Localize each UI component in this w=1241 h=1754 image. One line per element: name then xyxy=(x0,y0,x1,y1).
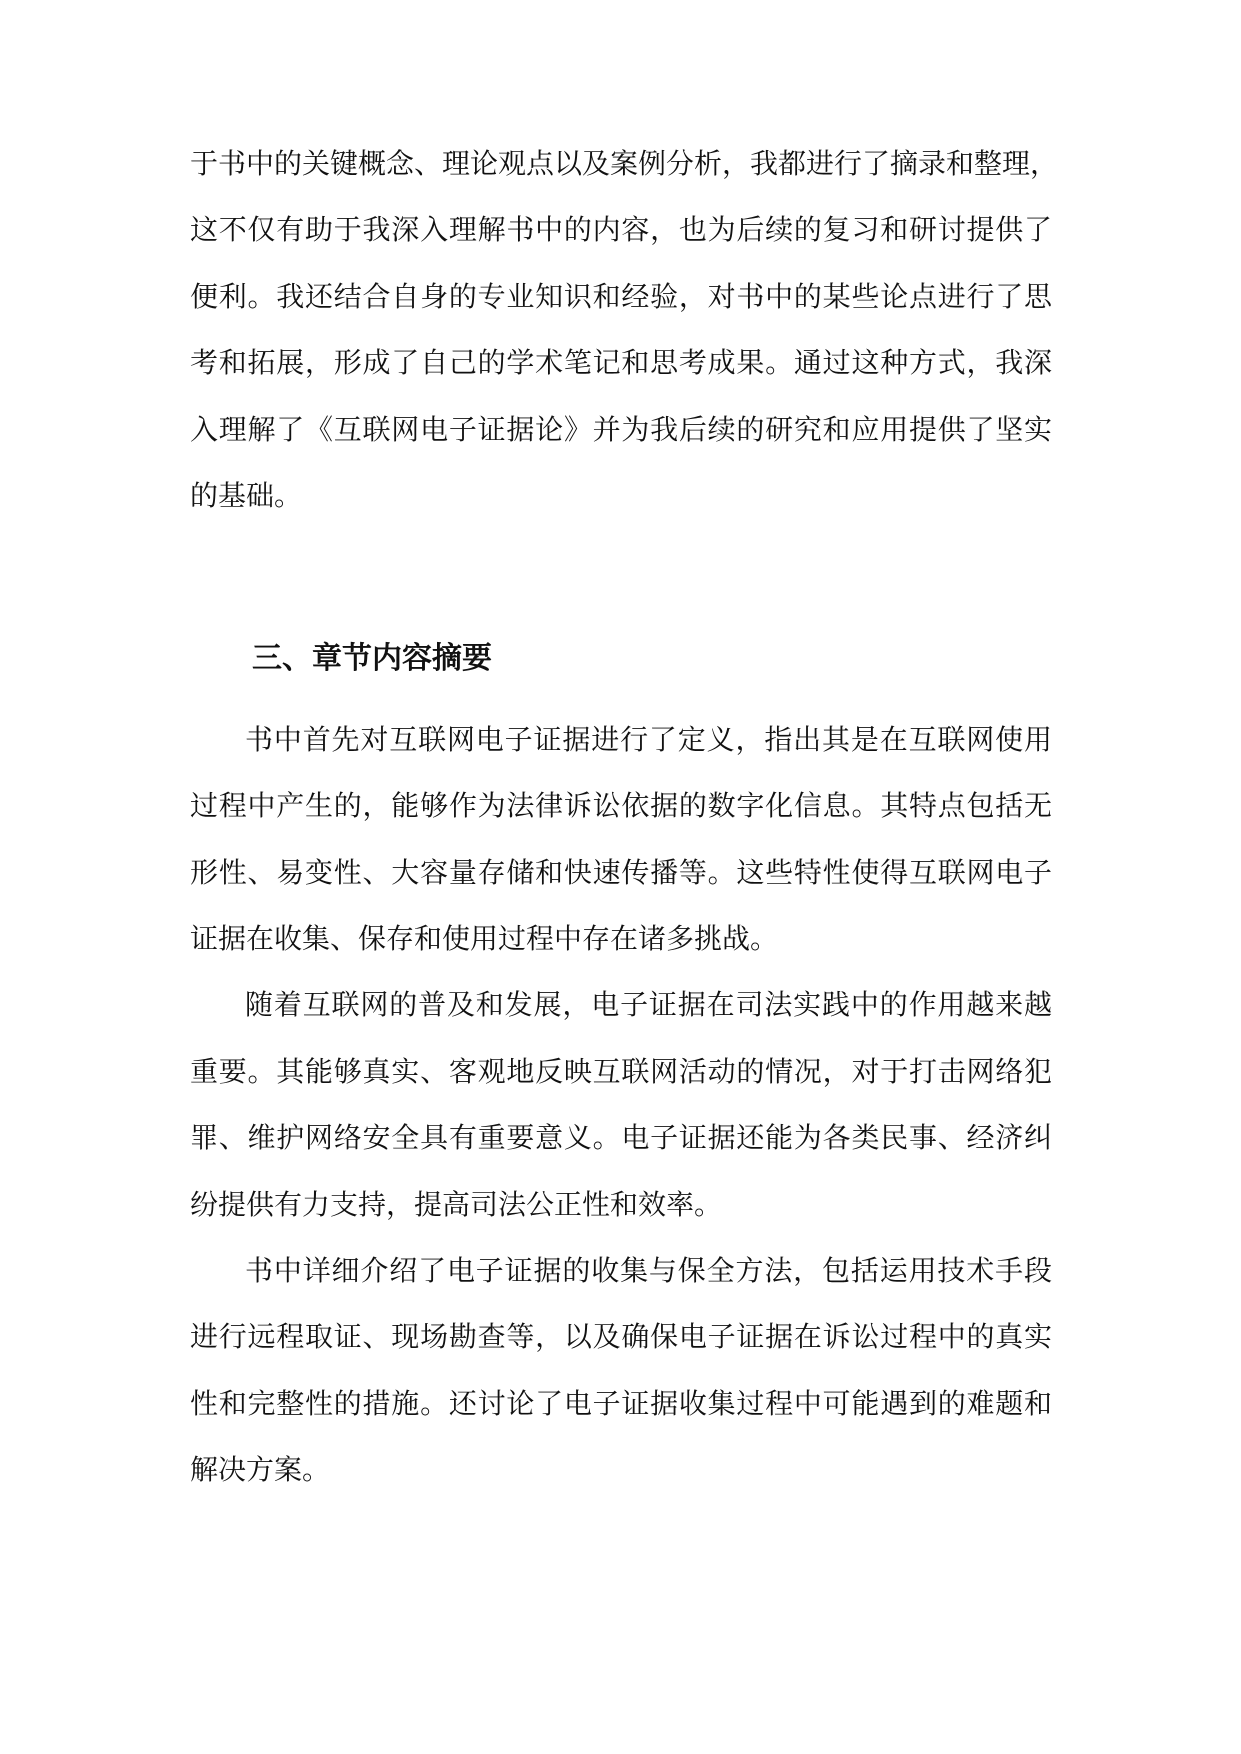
p3-line-4: 解决方案。 xyxy=(190,1453,331,1486)
p1-line-4: 证据在收集、保存和使用过程中存在诸多挑战。 xyxy=(190,922,779,955)
p1-line-1: 书中首先对互联网电子证据进行了定义，指出其是在互联网使用 xyxy=(245,723,1052,756)
section-heading: 三、章节内容摘要 xyxy=(252,641,492,676)
intro-line-5: 入理解了《互联网电子证据论》并为我后续的研究和应用提供了坚实 xyxy=(190,413,1052,446)
intro-line-1: 于书中的关键概念、理论观点以及案例分析，我都进行了摘录和整理， xyxy=(190,147,1059,180)
p1-line-3: 形性、易变性、大容量存储和快速传播等。这些特性使得互联网电子 xyxy=(190,856,1052,889)
p2-line-3: 罪、维护网络安全具有重要意义。电子证据还能为各类民事、经济纠 xyxy=(190,1121,1052,1154)
intro-line-2: 这不仅有助于我深入理解书中的内容，也为后续的复习和研讨提供了 xyxy=(190,213,1052,246)
p2-line-2: 重要。其能够真实、客观地反映互联网活动的情况，对于打击网络犯 xyxy=(190,1055,1052,1088)
p2-line-1: 随着互联网的普及和发展，电子证据在司法实践中的作用越来越 xyxy=(245,988,1052,1021)
p3-line-3: 性和完整性的措施。还讨论了电子证据收集过程中可能遇到的难题和 xyxy=(190,1387,1052,1420)
p3-line-1: 书中详细介绍了电子证据的收集与保全方法，包括运用技术手段 xyxy=(245,1254,1052,1287)
p1-line-2: 过程中产生的，能够作为法律诉讼依据的数字化信息。其特点包括无 xyxy=(190,789,1052,822)
p3-line-2: 进行远程取证、现场勘查等，以及确保电子证据在诉讼过程中的真实 xyxy=(190,1320,1052,1353)
p2-line-4: 纷提供有力支持，提高司法公正性和效率。 xyxy=(190,1188,723,1221)
intro-line-3: 便利。我还结合自身的专业知识和经验，对书中的某些论点进行了思 xyxy=(190,280,1052,313)
intro-line-6: 的基础。 xyxy=(190,479,303,512)
intro-line-4: 考和拓展，形成了自己的学术笔记和思考成果。通过这种方式，我深 xyxy=(190,346,1052,379)
